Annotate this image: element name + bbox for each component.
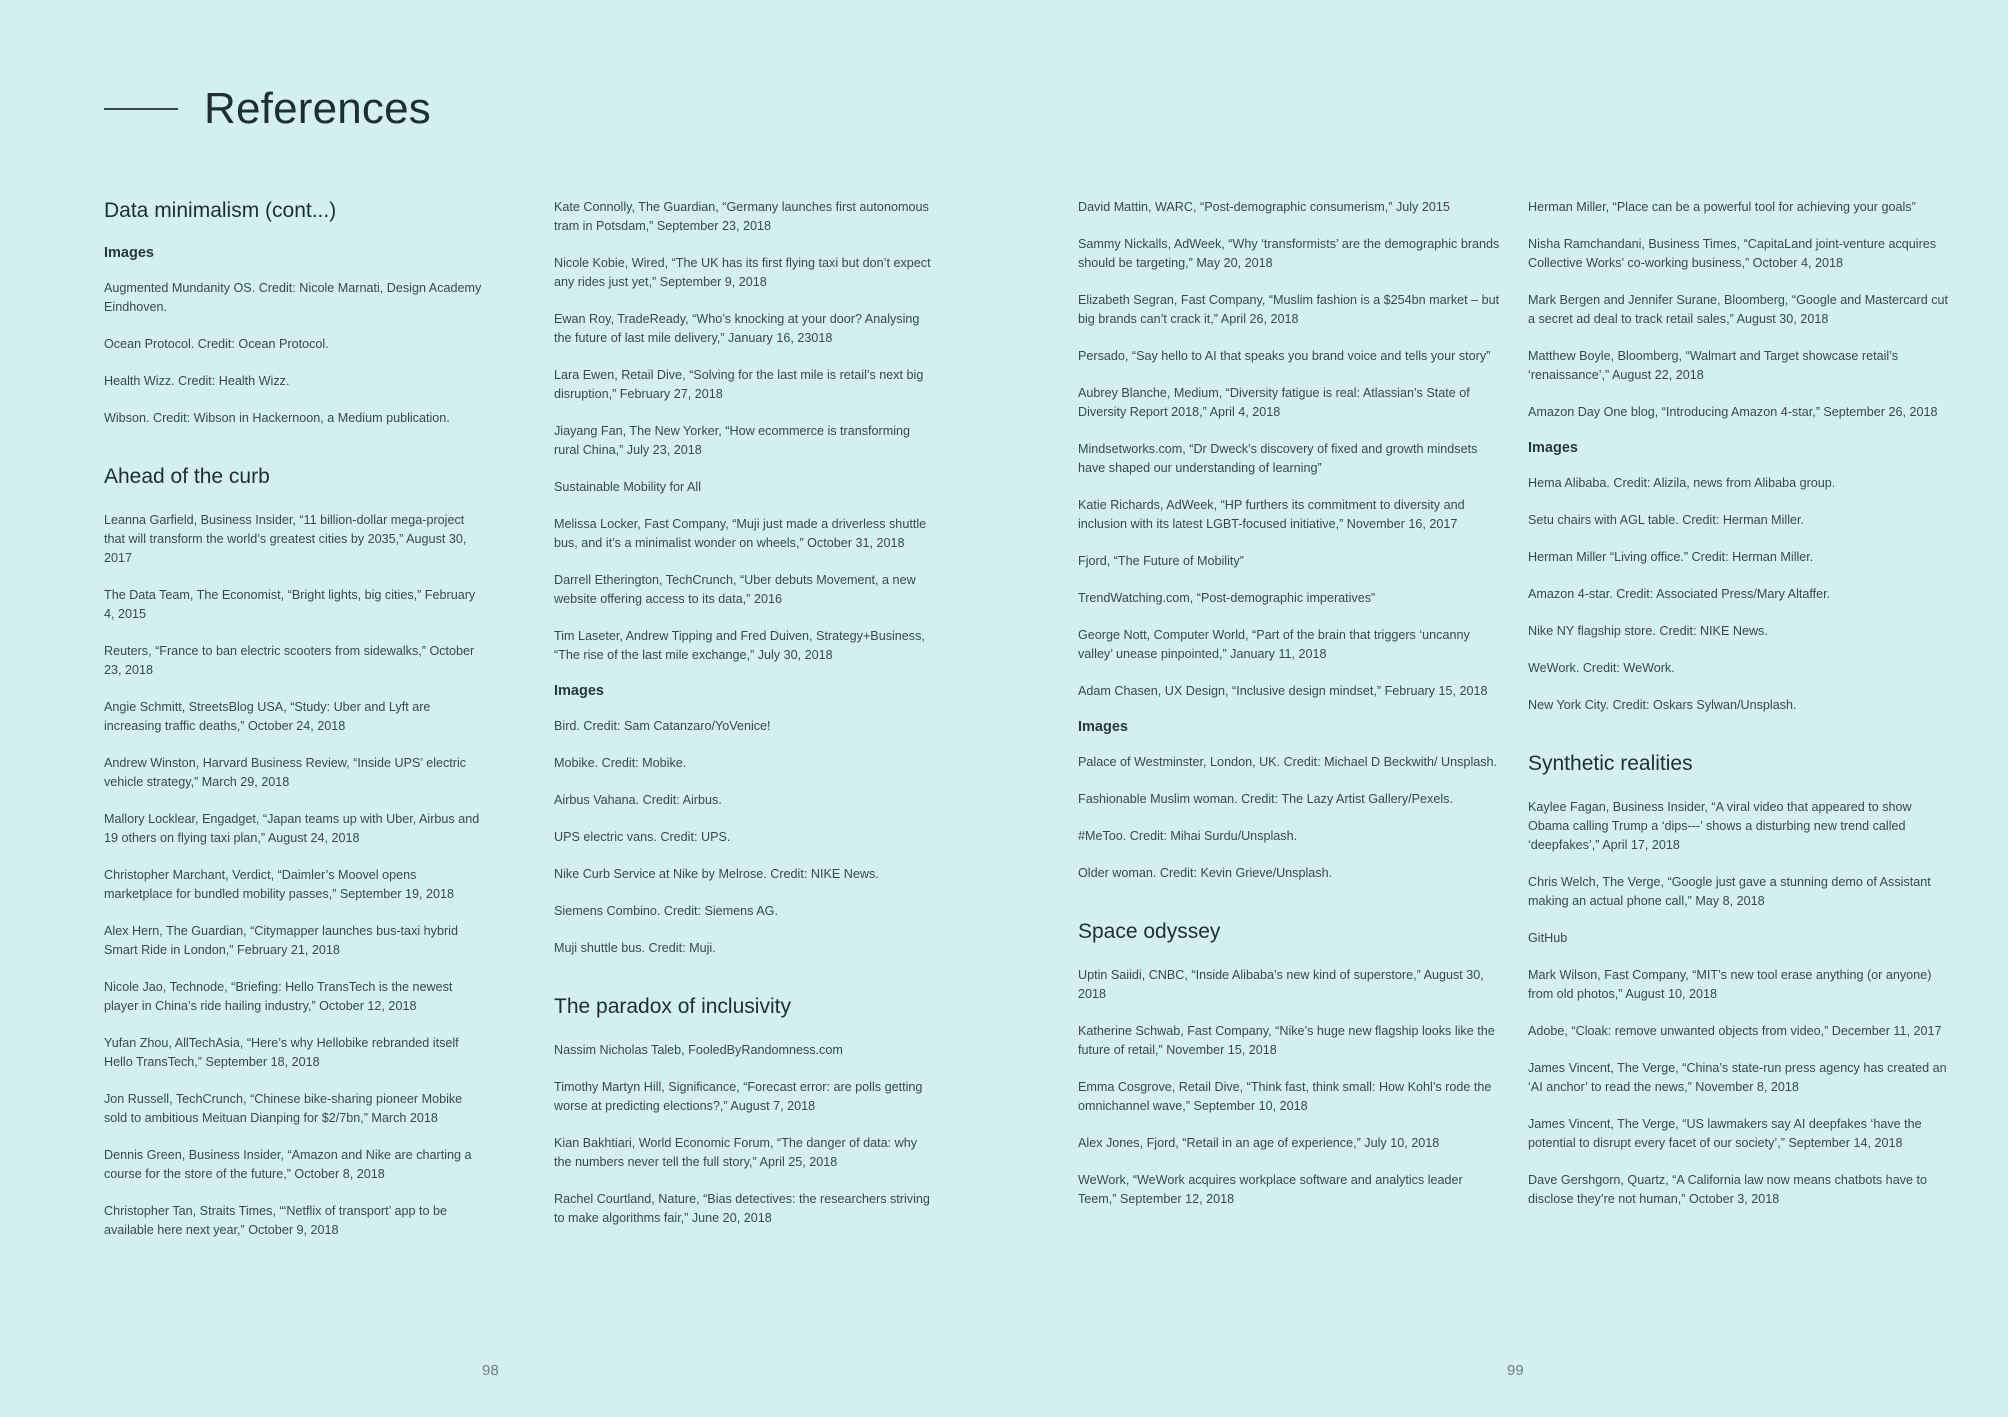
reference-entry: David Mattin, WARC, “Post-demographic consumerism,” July 2015 <box>1078 200 1450 214</box>
reference-entry: Augmented Mundanity OS. Credit: Nicole Marnati, Design Academy Eindhoven. <box>104 281 482 315</box>
reference-entry: Nisha Ramchandani, Business Times, “CapitaLand joint-venture acquires Collective Works’ co-working business,” October 4, 2018 <box>1528 237 1937 270</box>
reference-entry: Christopher Marchant, Verdict, “Daimler’s Moovel opens marketplace for bundled mobility passes,” September 19, 2018 <box>104 868 455 902</box>
reference-entry: GitHub <box>1528 931 1568 946</box>
reference-entry: Muji shuttle bus. Credit: Muji. <box>554 941 716 955</box>
reference-entry: Sammy Nickalls, AdWeek, “Why ‘transformists’ are the demographic brands should be targeting,” May 20, 2018 <box>1078 237 1500 270</box>
reference-entry: Mark Wilson, Fast Company, “MIT’s new tool erase anything (or anyone) from old photos,” August 10, 2018 <box>1528 968 1932 1002</box>
reference-entry: Amazon 4-star. Credit: Associated Press/Mary Altaffer. <box>1528 587 1831 601</box>
reference-entry: Airbus Vahana. Credit: Airbus. <box>554 793 722 807</box>
reference-entry: Adam Chasen, UX Design, “Inclusive design mindset,” February 15, 2018 <box>1078 684 1488 698</box>
section-title: Space odyssey <box>1078 920 1221 943</box>
reference-entry: Nicole Kobie, Wired, “The UK has its first flying taxi but don’t expect any rides just yet,” September 9, 2018 <box>554 256 931 289</box>
reference-entry: Yufan Zhou, AllTechAsia, “Here’s why Hellobike rebranded itself Hello TransTech,” September 18, 2018 <box>104 1036 459 1070</box>
page-number-right: 99 <box>1507 1362 1524 1379</box>
reference-section <box>1528 751 1952 1209</box>
reference-section <box>1078 919 1502 1209</box>
reference-entry: Nike NY flagship store. Credit: NIKE News. <box>1528 624 1768 638</box>
reference-entry: Chris Welch, The Verge, “Google just gave a stunning demo of Assistant making an actual phone call,” May 8, 2018 <box>1528 875 1931 909</box>
reference-entry: Wibson. Credit: Wibson in Hackernoon, a Medium publication. <box>104 411 450 426</box>
reference-entry: Ocean Protocol. Credit: Ocean Protocol. <box>104 337 329 352</box>
reference-entry: WeWork, “WeWork acquires workplace software and analytics leader Teem,” September 12, 2018 <box>1078 1173 1463 1207</box>
reference-entry: Leanna Garfield, Business Insider, “11 billion-dollar mega-project that will transform the world’s greatest cities by 2035,” August 30, 2017 <box>104 513 467 566</box>
column-2 <box>554 198 936 1264</box>
reference-section <box>104 198 486 428</box>
reference-entry: Nicole Jao, Technode, “Briefing: Hello TransTech is the newest player in China’s ride hailing industry,” October 12, 2018 <box>104 980 453 1014</box>
reference-entry: Nike Curb Service at Nike by Melrose. Credit: NIKE News. <box>554 867 879 881</box>
reference-entry: The Data Team, The Economist, “Bright lights, big cities,” February 4, 2015 <box>104 588 476 622</box>
reference-section <box>1078 198 1502 883</box>
reference-entry: Bird. Credit: Sam Catanzaro/YoVenice! <box>554 719 771 733</box>
title-rule <box>104 108 178 110</box>
reference-entry: Siemens Combino. Credit: Siemens AG. <box>554 904 778 918</box>
reference-section <box>1528 198 1952 715</box>
reference-entry: Katherine Schwab, Fast Company, “Nike’s huge new flagship looks like the future of retail,” November 15, 2018 <box>1078 1024 1495 1058</box>
reference-section <box>104 464 486 1240</box>
column-3 <box>1078 198 1502 1245</box>
reference-section <box>554 198 936 958</box>
reference-entry: Hema Alibaba. Credit: Alizila, news from Alibaba group. <box>1528 476 1836 490</box>
reference-entry: Matthew Boyle, Bloomberg, “Walmart and Target showcase retail’s ‘renaissance’,” August 22, 2018 <box>1528 349 1899 382</box>
reference-entry: George Nott, Computer World, “Part of the brain that triggers ‘uncanny valley’ unease pinpointed,” January 11, 2018 <box>1078 628 1470 661</box>
reference-entry: Elizabeth Segran, Fast Company, “Muslim fashion is a $254bn market – but big brands can’t crack it,” April 26, 2018 <box>1078 293 1500 326</box>
reference-entry: Dennis Green, Business Insider, “Amazon and Nike are charting a course for the store of the future,” October 8, 2018 <box>104 1148 472 1182</box>
reference-entry: Fashionable Muslim woman. Credit: The Lazy Artist Gallery/Pexels. <box>1078 792 1453 806</box>
reference-entry: Persado, “Say hello to AI that speaks you brand voice and tells your story” <box>1078 349 1491 363</box>
reference-entry: James Vincent, The Verge, “China’s state-run press agency has created an ‘AI anchor’ to read the news,” November 8, 2018 <box>1528 1061 1947 1095</box>
reference-entry: Mark Bergen and Jennifer Surane, Bloomberg, “Google and Mastercard cut a secret ad deal to track retail sales,” August 30, 2018 <box>1528 293 1949 326</box>
subsection-title: Images <box>1078 719 1128 735</box>
reference-entry: Rachel Courtland, Nature, “Bias detectives: the researchers striving to make algorithms fair,” June 20, 2018 <box>554 1192 930 1226</box>
reference-entry: James Vincent, The Verge, “US lawmakers say AI deepfakes ‘have the potential to disrupt every facet of our society’,” September 14, 2018 <box>1528 1117 1922 1151</box>
reference-entry: Mobike. Credit: Mobike. <box>554 756 687 770</box>
reference-entry: Kaylee Fagan, Business Insider, “A viral video that appeared to show Obama calling Trump a ‘dips---’ shows a disturbing new trend called ‘deepfakes’,” April 17, 2018 <box>1528 800 1912 853</box>
reference-entry: Jiayang Fan, The New Yorker, “How ecommerce is transforming rural China,” July 23, 2018 <box>554 424 911 457</box>
column-4 <box>1528 198 1952 1245</box>
reference-entry: UPS electric vans. Credit: UPS. <box>554 830 731 844</box>
subsection-title: Images <box>1528 440 1578 456</box>
reference-entry: Alex Jones, Fjord, “Retail in an age of experience,” July 10, 2018 <box>1078 1136 1440 1151</box>
page-title: References <box>204 84 432 133</box>
section-title: Ahead of the curb <box>104 465 270 489</box>
reference-entry: Mindsetworks.com, “Dr Dweck’s discovery of fixed and growth mindsets have shaped our understanding of learning” <box>1078 442 1478 475</box>
reference-entry: Herman Miller “Living office.” Credit: Herman Miller. <box>1528 550 1814 564</box>
reference-entry: Darrell Etherington, TechCrunch, “Uber debuts Movement, a new website offering access to its data,” 2016 <box>554 573 916 606</box>
reference-entry: New York City. Credit: Oskars Sylwan/Unsplash. <box>1528 698 1797 712</box>
subsection-title: Images <box>554 683 604 699</box>
reference-entry: Nassim Nicholas Taleb, FooledByRandomness.com <box>554 1043 843 1058</box>
reference-entry: Kian Bakhtiari, World Economic Forum, “The danger of data: why the numbers never tell the full story,” April 25, 2018 <box>554 1136 918 1170</box>
reference-entry: Tim Laseter, Andrew Tipping and Fred Duiven, Strategy+Business, “The rise of the last mile exchange,” July 30, 2018 <box>554 629 925 662</box>
reference-entry: Kate Connolly, The Guardian, “Germany launches first autonomous tram in Potsdam,” September 23, 2018 <box>554 200 929 233</box>
column-1 <box>104 198 486 1276</box>
reference-entry: WeWork. Credit: WeWork. <box>1528 661 1675 675</box>
reference-entry: Melissa Locker, Fast Company, “Muji just made a driverless shuttle bus, and it’s a minimalist wonder on wheels,” October 31, 2018 <box>554 517 927 550</box>
reference-entry: Angie Schmitt, StreetsBlog USA, “Study: Uber and Lyft are increasing traffic deaths,” October 24, 2018 <box>104 700 431 734</box>
reference-section <box>554 994 936 1228</box>
reference-entry: Fjord, “The Future of Mobility” <box>1078 554 1244 568</box>
reference-entry: Mallory Locklear, Engadget, “Japan teams up with Uber, Airbus and 19 others on flying taxi plan,” August 24, 2018 <box>104 812 480 846</box>
reference-entry: Adobe, “Cloak: remove unwanted objects from video,” December 11, 2017 <box>1528 1024 1942 1039</box>
page-header <box>104 84 431 134</box>
reference-entry: Sustainable Mobility for All <box>554 480 701 494</box>
reference-entry: Ewan Roy, TradeReady, “Who’s knocking at your door? Analysing the future of last mile delivery,” January 16, 23018 <box>554 312 920 345</box>
reference-entry: Herman Miller, “Place can be a powerful tool for achieving your goals” <box>1528 200 1916 214</box>
reference-entry: Aubrey Blanche, Medium, “Diversity fatigue is real: Atlassian’s State of Diversity Report 2018,” April 4, 2018 <box>1078 386 1470 419</box>
reference-entry: Katie Richards, AdWeek, “HP furthers its commitment to diversity and inclusion with its latest LGBT-focused initiative,” November 16, 2017 <box>1078 498 1465 531</box>
page-number-left: 98 <box>482 1362 499 1379</box>
reference-entry: Christopher Tan, Straits Times, “‘Netflix of transport’ app to be available here next year,” October 9, 2018 <box>104 1204 447 1238</box>
reference-entry: Setu chairs with AGL table. Credit: Herman Miller. <box>1528 513 1805 527</box>
reference-entry: Uptin Saiidi, CNBC, “Inside Alibaba’s new kind of superstore,” August 30, 2018 <box>1078 968 1484 1002</box>
reference-entry: Lara Ewen, Retail Dive, “Solving for the last mile is retail’s next big disruption,” February 27, 2018 <box>554 368 924 401</box>
reference-entry: Andrew Winston, Harvard Business Review, “Inside UPS’ electric vehicle strategy,” March 29, 2018 <box>104 756 467 790</box>
reference-entry: Reuters, “France to ban electric scooters from sidewalks,” October 23, 2018 <box>104 644 475 678</box>
section-title: Synthetic realities <box>1528 752 1693 775</box>
reference-entry: #MeToo. Credit: Mihai Surdu/Unsplash. <box>1078 829 1298 843</box>
reference-entry: Timothy Martyn Hill, Significance, “Forecast error: are polls getting worse at predicting elections?,” August 7, 2018 <box>554 1080 923 1114</box>
section-title: Data minimalism (cont...) <box>104 199 337 222</box>
section-title: The paradox of inclusivity <box>554 995 791 1018</box>
reference-entry: Alex Hern, The Guardian, “Citymapper launches bus-taxi hybrid Smart Ride in London,” February 21, 2018 <box>104 924 458 958</box>
reference-entry: Amazon Day One blog, “Introducing Amazon 4-star,” September 26, 2018 <box>1528 405 1938 419</box>
reference-entry: Older woman. Credit: Kevin Grieve/Unsplash. <box>1078 866 1333 880</box>
reference-entry: TrendWatching.com, “Post-demographic imperatives” <box>1078 591 1376 605</box>
subsection-title: Images <box>104 245 154 262</box>
reference-entry: Jon Russell, TechCrunch, “Chinese bike-sharing pioneer Mobike sold to ambitious Meituan Dianping for $2/7bn,” March 2018 <box>104 1092 463 1126</box>
reference-entry: Dave Gershgorn, Quartz, “A California law now means chatbots have to disclose they’re not human,” October 3, 2018 <box>1528 1173 1927 1207</box>
reference-entry: Emma Cosgrove, Retail Dive, “Think fast, think small: How Kohl’s rode the omnichannel wave,” September 10, 2018 <box>1078 1080 1492 1114</box>
reference-entry: Health Wizz. Credit: Health Wizz. <box>104 374 290 389</box>
reference-entry: Palace of Westminster, London, UK. Credit: Michael D Beckwith/ Unsplash. <box>1078 755 1498 769</box>
